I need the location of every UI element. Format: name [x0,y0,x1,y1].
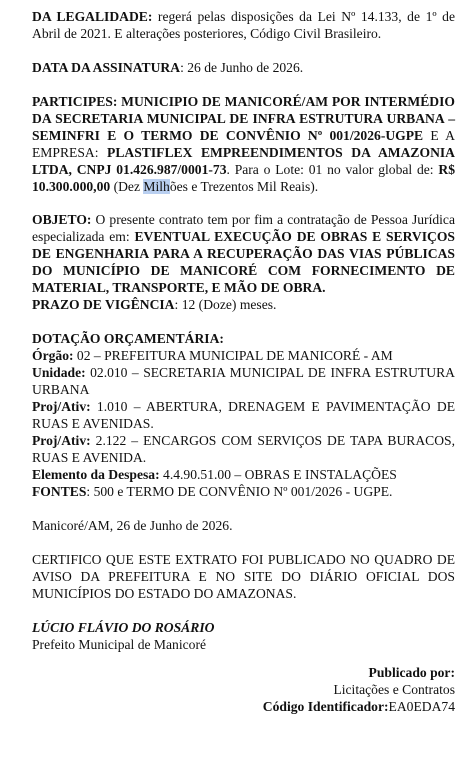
elemento-label: Elemento da Despesa: [32,467,160,482]
assinatura-paragraph [32,59,455,76]
objeto-paragraph [32,211,455,296]
participes-valor: R$ 10.300.000,00 [32,162,455,194]
participes-label: PARTICIPES: [32,94,118,109]
publicado-orgao: Licitações e Contratos [333,682,455,697]
participes-connector: E A EMPRESA: [32,128,455,160]
assinatura-label: DATA DA ASSINATURA [32,60,181,75]
participes-empresa: PLASTIFLEX EMPREENDIMENTOS DA AMAZONIA LTDA, CNPJ 01.426.987/0001-73 [32,145,456,177]
participes-lote: . Para o Lote: 01 no valor global de: [226,162,439,177]
proj1-label: Proj/Ativ: [32,399,91,414]
assinante-nome: LÚCIO FLÁVIO DO ROSÁRIO [32,620,215,635]
document-body [32,8,455,715]
objeto-text: O presente contrato tem por fim a contratação de Pessoa Jurídica especializada em: [32,212,455,244]
codigo-identificador [32,698,455,715]
proj1-text: 1.010 – ABERTURA, DRENAGEM E PAVIMENTAÇÃO DE RUAS E AVENIDAS. [32,399,455,431]
fontes-label: FONTES [32,484,87,499]
participes-municipio: MUNICIPIO DE MANICORÉ/AM POR INTERMÉDIO DA SECRETARIA MUNICIPAL DE INFRA ESTRUTURA URBANA – SEMINFRI E O TERMO DE CONVÊNIO Nº 001/2026-UGPE [32,94,455,143]
objeto-descricao: EVENTUAL EXECUÇÃO DE OBRAS E SERVIÇOS DE ENGENHARIA PARA A RECUPERAÇÃO DAS VIAS PÚBLICAS DO MUNICÍPIO DE MANICORÉ COM FORNECIMENTO DE MATERIAL, TRANSPORTE, E MÃO DE OBRA. [32,229,455,295]
orgao-text: 02 – PREFEITURA MUNICIPAL DE MANICORÉ - AM [73,348,393,363]
legalidade-label: DA LEGALIDADE: [32,9,153,24]
dotacao-heading: DOTAÇÃO ORÇAMENTÁRIA: [32,331,224,346]
dotacao-elemento [32,466,455,483]
proj2-label: Proj/Ativ: [32,433,91,448]
dotacao-fontes [32,483,455,500]
unidade-label: Unidade: [32,365,86,380]
objeto-label: OBJETO: [32,212,92,227]
proj2-text: 2.122 – ENCARGOS COM SERVIÇOS DE TAPA BURACOS, RUAS E AVENIDA. [32,433,455,465]
certifico-paragraph: CERTIFICO QUE ESTE EXTRATO FOI PUBLICADO NO QUADRO DE AVISO DA PREFEITURA E NO SITE DO DIÁRIO OFICIAL DOS MUNICÍPIOS DO ESTADO DO AMAZONAS. [32,552,455,601]
vigencia-text: : 12 (Doze) meses. [174,297,277,312]
participes-paragraph [32,93,455,195]
elemento-text: 4.4.90.51.00 – OBRAS E INSTALAÇÕES [159,467,397,482]
participes-extenso-a: (Dez [110,179,144,194]
orgao-label: Órgão: [32,348,74,363]
dotacao-proj-1 [32,398,455,432]
local-data: Manicoré/AM, 26 de Junho de 2026. [32,518,233,533]
unidade-text: 02.010 – SECRETARIA MUNICIPAL DE INFRA ESTRUTURA URBANA [32,365,455,397]
codigo-label: Código Identificador: [262,699,389,714]
fontes-text: : 500 e TERMO DE CONVÊNIO Nº 001/2026 - UGPE. [86,484,393,499]
legalidade-text: regerá pelas disposições da Lei Nº 14.133, de 1º de Abril de 2021. E alterações posteriores, Código Civil Brasileiro. [32,9,455,41]
dotacao-proj-2 [32,432,455,466]
publicado-por-label: Publicado por: [368,665,455,680]
assinatura-text: : 26 de Junho de 2026. [180,60,304,75]
participes-highlight: Milh [143,179,170,194]
dotacao-orgao [32,347,455,364]
codigo-value: EA0EDA74 [388,699,455,714]
legalidade-paragraph [32,8,455,42]
vigencia-paragraph [32,296,455,313]
vigencia-label: PRAZO DE VIGÊNCIA [32,297,175,312]
participes-extenso-b: ões e Trezentos Mil Reais). [169,179,319,194]
assinante-cargo: Prefeito Municipal de Manicoré [32,637,207,652]
dotacao-unidade [32,364,455,398]
